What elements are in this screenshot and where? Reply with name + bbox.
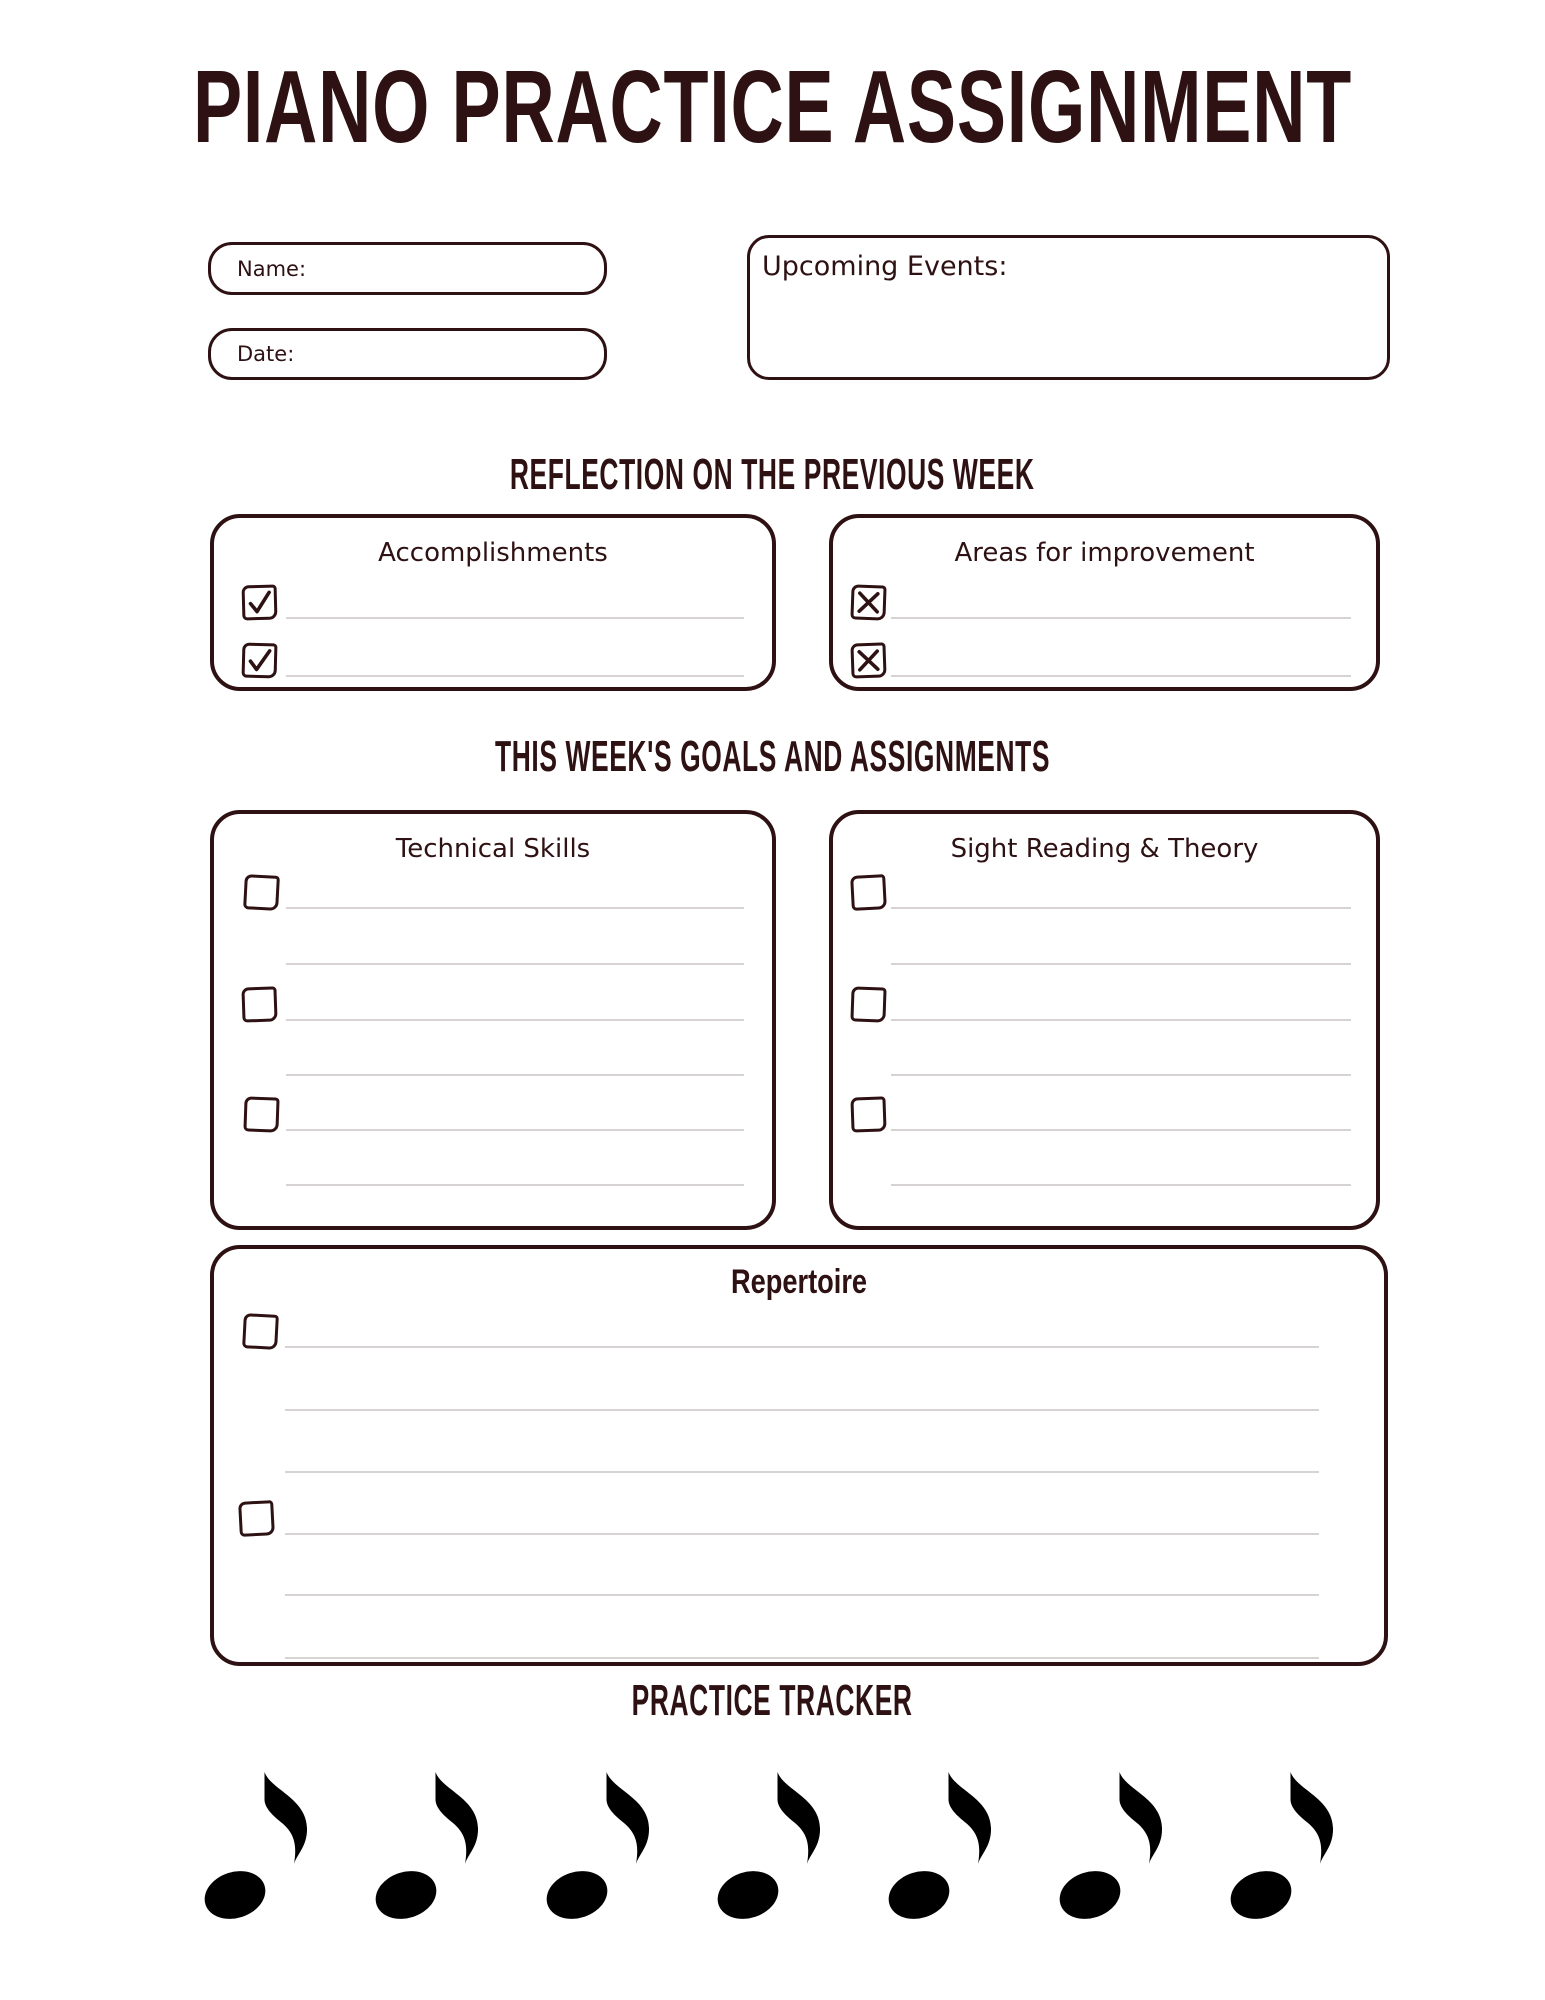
write-line[interactable] xyxy=(891,1129,1351,1131)
improvement-title: Areas for improvement xyxy=(954,538,1255,568)
checkbox-empty[interactable] xyxy=(243,1096,279,1132)
upcoming-events-field[interactable] xyxy=(747,235,1390,380)
write-line[interactable] xyxy=(285,1471,1319,1473)
write-line[interactable] xyxy=(286,617,744,619)
eighth-note-icon[interactable] xyxy=(716,1764,829,1926)
repertoire-box xyxy=(210,1245,1388,1666)
sight-reading-box xyxy=(829,810,1380,1230)
write-line[interactable] xyxy=(891,963,1351,965)
accomplishments-title: Accomplishments xyxy=(378,538,608,568)
checkmark-icon xyxy=(246,647,274,675)
repertoire-title: Repertoire xyxy=(730,1263,868,1301)
eighth-note-icon[interactable] xyxy=(545,1764,658,1926)
checkbox-checked[interactable] xyxy=(242,585,278,621)
write-line[interactable] xyxy=(891,675,1351,677)
write-line[interactable] xyxy=(891,617,1351,619)
checkbox-crossed[interactable] xyxy=(850,584,886,620)
eighth-note-icon[interactable] xyxy=(374,1764,487,1926)
checkbox-empty[interactable] xyxy=(850,1096,886,1132)
write-line[interactable] xyxy=(286,963,744,965)
checkmark-icon xyxy=(246,589,274,617)
write-line[interactable] xyxy=(286,1074,744,1076)
technical-skills-box xyxy=(210,810,776,1230)
write-line[interactable] xyxy=(891,1019,1351,1021)
checkbox-checked[interactable] xyxy=(242,643,278,679)
page-title-text: PIANO PRACTICE ASSIGNMENT xyxy=(193,48,1352,165)
page-title xyxy=(0,48,1545,165)
checkbox-empty[interactable] xyxy=(241,986,277,1022)
write-line[interactable] xyxy=(891,1074,1351,1076)
eighth-note-icon[interactable] xyxy=(1229,1764,1342,1926)
eighth-note-icon[interactable] xyxy=(1058,1764,1171,1926)
write-line[interactable] xyxy=(891,1184,1351,1186)
write-line[interactable] xyxy=(286,1129,744,1131)
checkbox-crossed[interactable] xyxy=(850,642,886,678)
write-line[interactable] xyxy=(285,1346,1319,1348)
write-line[interactable] xyxy=(285,1533,1319,1535)
write-line[interactable] xyxy=(286,1184,744,1186)
sight-reading-title: Sight Reading & Theory xyxy=(950,834,1259,864)
section-heading-goals: THIS WEEK'S GOALS AND ASSIGNMENTS xyxy=(494,732,1051,781)
checkbox-empty[interactable] xyxy=(243,874,280,911)
x-mark-icon xyxy=(855,589,883,617)
practice-tracker-notes xyxy=(0,1764,1545,1926)
section-heading-reflection: REFLECTION ON THE PREVIOUS WEEK xyxy=(510,450,1035,499)
checkbox-empty[interactable] xyxy=(850,874,887,911)
eighth-note-icon[interactable] xyxy=(887,1764,1000,1926)
name-field[interactable] xyxy=(208,242,607,295)
write-line[interactable] xyxy=(285,1657,1319,1659)
name-label: Name: xyxy=(237,256,307,281)
write-line[interactable] xyxy=(286,1019,744,1021)
accomplishments-box xyxy=(210,514,776,691)
checkbox-empty[interactable] xyxy=(850,986,886,1022)
write-line[interactable] xyxy=(285,1409,1319,1411)
write-line[interactable] xyxy=(285,1594,1319,1596)
eighth-note-icon[interactable] xyxy=(203,1764,316,1926)
section-heading-practice-tracker: PRACTICE TRACKER xyxy=(632,1676,913,1725)
upcoming-events-label: Upcoming Events: xyxy=(762,251,1008,282)
write-line[interactable] xyxy=(286,907,744,909)
date-field[interactable] xyxy=(208,328,607,380)
write-line[interactable] xyxy=(286,675,744,677)
date-label: Date: xyxy=(237,342,295,366)
x-mark-icon xyxy=(855,647,883,675)
technical-skills-title: Technical Skills xyxy=(395,834,591,864)
checkbox-empty[interactable] xyxy=(242,1313,279,1350)
checkbox-empty[interactable] xyxy=(238,1500,275,1537)
write-line[interactable] xyxy=(891,907,1351,909)
improvement-box xyxy=(829,514,1380,691)
